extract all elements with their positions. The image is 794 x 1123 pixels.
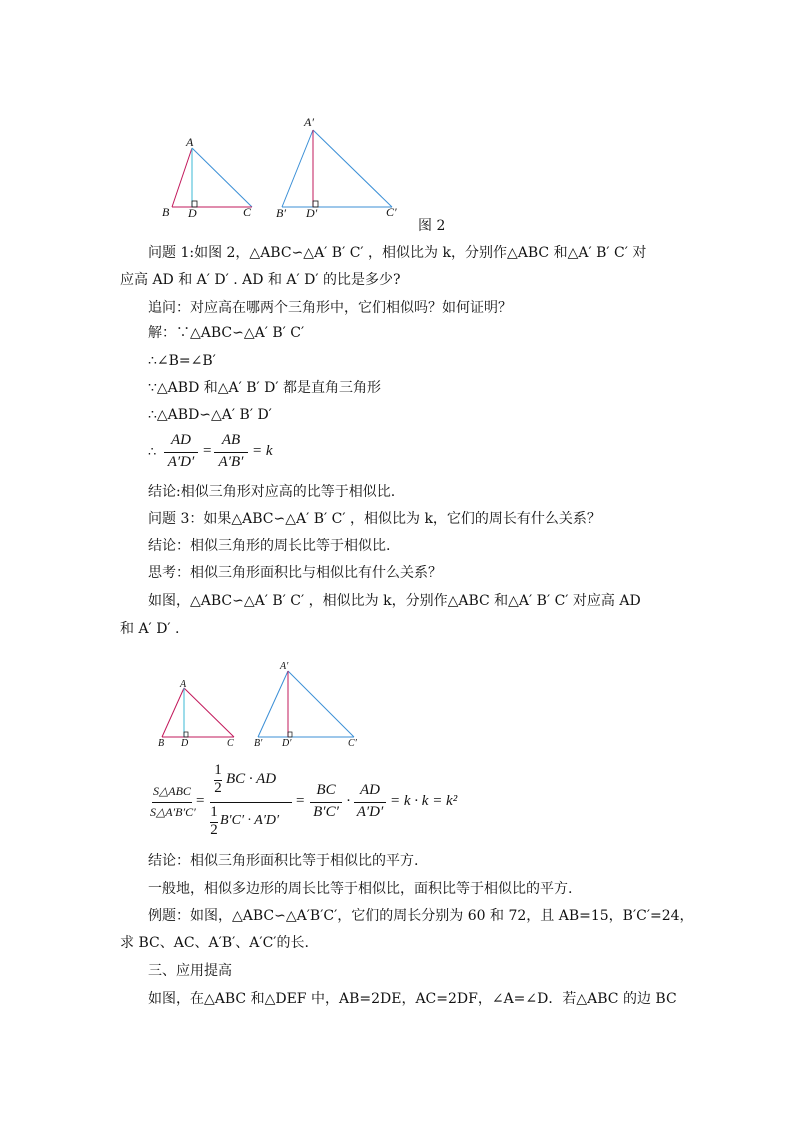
equals-sign: =: [203, 443, 212, 459]
fraction-2-denominator: A′B′: [218, 454, 244, 470]
side-ab-small-2: [162, 688, 184, 737]
ratio-2-denominator: A′D′: [356, 804, 384, 820]
multiply-dot: ·: [346, 793, 351, 809]
half-bottom-numerator: 1: [210, 804, 218, 820]
k-squared-result: = k · k = k²: [390, 793, 458, 809]
figure-similar-triangles-1: [150, 110, 440, 230]
followup-question: 追问：对应高在哪两个三角形中，它们相似吗？如何证明？: [148, 300, 512, 316]
side-ac-large: [313, 130, 392, 207]
question-1-line-b: 应高 AD 和 A′ D′ . AD 和 A′ D′ 的比是多少?: [120, 272, 401, 288]
label-b-prime: B′: [276, 206, 286, 220]
fraction-2-bar: [214, 452, 248, 453]
side-ac-large-2: [288, 671, 354, 737]
fraction-1-bar: [164, 452, 198, 453]
label-d-prime-2: D′: [282, 738, 292, 749]
bottom-expression: B′C′ · A′D′: [220, 813, 280, 828]
solution-line-4: ∴△ABD∽△A′ B′ D′: [148, 407, 272, 423]
label-b: B: [162, 205, 170, 219]
ratio-2-bar: [354, 802, 386, 803]
side-ab-large-2: [258, 671, 288, 737]
section-3-heading: 三、应用提高: [148, 963, 232, 979]
half-top-numerator: 1: [214, 762, 222, 778]
ratio-1-numerator: BC: [316, 782, 336, 798]
question-1-line-a: 问题 1:如图 2，△ABC∽△A′ B′ C′ ，相似比为 k，分别作△ABC 和△A′ B′ C′ 对: [148, 245, 647, 261]
side-ab-large: [282, 130, 313, 207]
example-line-a: 例题：如图，△ABC∽△A′B′C′，它们的周长分别为 60 和 72，且 AB=15，B′C′=24，: [148, 908, 694, 924]
think-question: 思考：相似三角形面积比与相似比有什么关系？: [148, 565, 442, 581]
equals-sign-1: =: [196, 793, 205, 809]
ratio-1-bar: [310, 802, 342, 803]
area-denominator: S△A′B′C′: [150, 805, 196, 819]
figure-caption: 图 2: [418, 218, 446, 234]
ratio-1-denominator: B′C′: [313, 804, 339, 820]
application-problem: 如图，在△ABC 和△DEF 中，AB=2DE，AC=2DF，∠A=∠D．若△ABC 的边 BC: [148, 991, 677, 1007]
solution-line-1: 解：∵△ABC∽△A′ B′ C′: [148, 325, 305, 341]
label-d: D: [188, 206, 197, 220]
label-a-prime-2: A′: [280, 661, 289, 672]
fraction-2-numerator: AB: [221, 432, 241, 448]
solution-line-2: ∴∠B=∠B′: [148, 353, 216, 369]
figure-2-description-b: 和 A′ D′ .: [120, 621, 180, 637]
label-a: A: [186, 135, 194, 149]
equation-height-ratio: [148, 430, 288, 478]
label-b-2: B: [158, 738, 165, 749]
question-3: 问题 3：如果△ABC∽△A′ B′ C′ ，相似比为 k，它们的周长有什么关系？: [148, 511, 601, 527]
big-fraction-bar: [210, 802, 292, 803]
fraction-1-numerator: AD: [171, 432, 191, 448]
label-c: C: [243, 205, 252, 219]
equation-area-ratio: [150, 762, 470, 844]
figure-2-description-a: 如图，△ABC∽△A′ B′ C′ ，相似比为 k，分别作△ABC 和△A′ B′ C′ 对应高 AD: [148, 593, 641, 609]
right-angle-mark-small-2: [184, 732, 188, 737]
half-top-denominator: 2: [214, 780, 222, 796]
area-numerator: S△ABC: [153, 784, 191, 798]
top-expression: BC · AD: [226, 771, 277, 787]
half-bottom-denominator: 2: [210, 822, 218, 838]
label-d-prime: D′: [306, 206, 318, 220]
label-a-prime: A′: [304, 115, 314, 129]
label-c-2: C: [227, 738, 234, 749]
figure-similar-triangles-2: [150, 655, 370, 755]
therefore-symbol: ∴: [148, 444, 157, 459]
general-statement: 一般地，相似多边形的周长比等于相似比，面积比等于相似比的平方.: [148, 881, 573, 897]
label-d-2: D: [181, 738, 189, 749]
fraction-1-denominator: A′D′: [167, 454, 195, 470]
equals-sign-2: =: [296, 793, 305, 809]
example-line-b: 求 BC、AC、A′B′、A′C′的长.: [120, 935, 309, 951]
solution-line-3: ∵△ABD 和△A′ B′ D′ 都是直角三角形: [148, 380, 382, 396]
side-ac-small: [192, 148, 252, 207]
side-ab-small: [172, 148, 192, 207]
area-fraction-bar: [152, 802, 192, 803]
conclusion-heights: 结论:相似三角形对应高的比等于相似比.: [148, 484, 396, 500]
label-c-prime-2: C′: [348, 738, 357, 749]
ratio-2-numerator: AD: [360, 782, 380, 798]
label-b-prime-2: B′: [254, 738, 263, 749]
equals-k: = k: [252, 443, 273, 459]
conclusion-area: 结论：相似三角形面积比等于相似比的平方.: [148, 853, 419, 869]
conclusion-perimeter: 结论：相似三角形的周长比等于相似比.: [148, 538, 391, 554]
right-angle-mark-large-2: [288, 732, 292, 737]
label-a-2: A: [180, 679, 187, 690]
side-ac-small-2: [184, 688, 234, 737]
label-c-prime: C′: [386, 205, 397, 219]
